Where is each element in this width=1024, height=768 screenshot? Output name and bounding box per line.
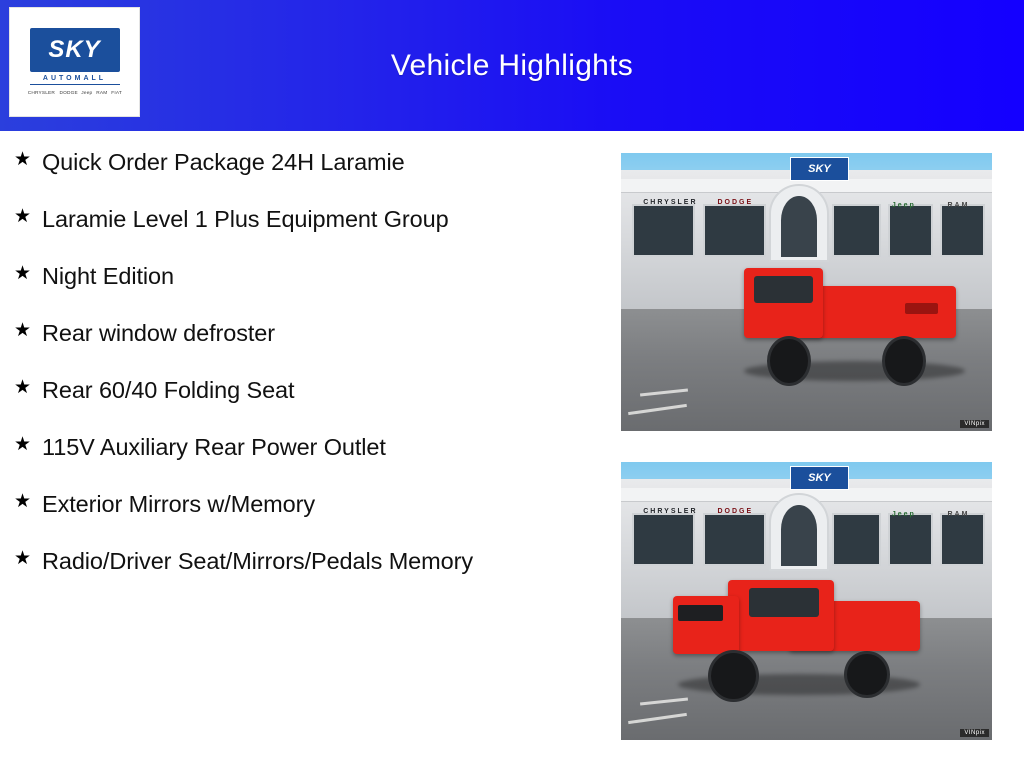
photo-watermark: VINpix <box>960 729 989 737</box>
star-icon: ★ <box>14 263 32 284</box>
list-item-label: Rear window defroster <box>42 320 276 346</box>
list-item-label: Laramie Level 1 Plus Equipment Group <box>42 206 449 232</box>
star-icon: ★ <box>14 434 32 455</box>
logo-brand-jeep: Jeep <box>81 90 93 96</box>
logo-wordmark: SKY <box>48 36 101 63</box>
showroom-bay <box>888 201 933 257</box>
vehicle-photo-front <box>621 462 992 740</box>
logo-brand-fiat: FIAT <box>110 90 122 96</box>
showroom-bay <box>703 204 766 257</box>
entry-arch-glass <box>781 505 816 566</box>
brand-sign-jeep: Jeep <box>891 201 916 209</box>
list-item <box>14 145 606 179</box>
showroom-bay <box>632 204 695 257</box>
vehicle <box>673 562 925 693</box>
dealer-sign: SKY <box>790 466 849 490</box>
list-item <box>14 373 606 407</box>
vehicle-window <box>749 588 820 617</box>
list-item-label: Night Edition <box>42 263 174 289</box>
showroom-bay <box>632 513 695 566</box>
star-icon: ★ <box>14 491 32 512</box>
showroom-bay <box>703 513 766 566</box>
list-item <box>14 259 606 293</box>
brand-sign-chrysler: CHRYSLER <box>643 198 698 206</box>
brand-sign-jeep: Jeep <box>891 510 916 518</box>
vehicle-wheel <box>767 336 811 386</box>
list-item-label: Rear 60/40 Folding Seat <box>42 377 295 403</box>
list-item-label: Exterior Mirrors w/Memory <box>42 491 315 517</box>
list-item <box>14 430 606 464</box>
brand-sign-ram: RAM <box>947 201 970 209</box>
entry-arch-glass <box>781 196 816 257</box>
parking-line <box>640 698 688 706</box>
list-item <box>14 202 606 236</box>
list-item-label: Radio/Driver Seat/Mirrors/Pedals Memory <box>42 548 473 574</box>
feature-list <box>14 145 606 578</box>
showroom-bay <box>940 510 985 566</box>
vehicle-grille <box>678 605 723 621</box>
entry-arch <box>769 493 828 571</box>
brand-sign-dodge: DODGE <box>717 507 754 515</box>
star-icon: ★ <box>14 320 32 341</box>
vehicle-wheel <box>708 650 758 702</box>
entry-arch <box>769 184 828 262</box>
showroom-bay <box>832 204 880 257</box>
star-icon: ★ <box>14 149 32 170</box>
brand-sign-ram: RAM <box>947 510 970 518</box>
page-title: Vehicle Highlights <box>390 48 634 82</box>
parking-line <box>640 389 688 397</box>
brand-sign-chrysler: CHRYSLER <box>643 507 698 515</box>
parking-line <box>628 713 687 724</box>
star-icon: ★ <box>14 548 32 569</box>
list-item-label: 115V Auxiliary Rear Power Outlet <box>42 434 386 460</box>
parking-line <box>628 404 687 415</box>
list-item <box>14 316 606 350</box>
vehicle <box>740 253 970 378</box>
vehicle-window <box>754 276 814 304</box>
photo-watermark: VINpix <box>960 420 989 428</box>
vehicle-wheel <box>844 651 889 698</box>
header-bar <box>0 0 1024 131</box>
vehicle-wheel <box>882 336 926 386</box>
dealer-sign: SKY <box>790 157 849 181</box>
star-icon: ★ <box>14 206 32 227</box>
logo-brand-dodge: DODGE <box>59 90 78 96</box>
brand-sign-dodge: DODGE <box>717 198 754 206</box>
star-icon: ★ <box>14 377 32 398</box>
vehicle-photo-rear <box>621 153 992 431</box>
showroom-bay <box>940 201 985 257</box>
list-item <box>14 544 606 578</box>
slide-body <box>0 131 1024 768</box>
list-item <box>14 487 606 521</box>
showroom-bay <box>832 513 880 566</box>
logo-brand-ram: RAM <box>96 90 108 96</box>
logo-brand-chrysler: CHRYSLER <box>27 90 56 96</box>
logo-subtitle: AUTOMALL <box>42 75 107 82</box>
list-item-label: Quick Order Package 24H Laramie <box>42 149 405 175</box>
ram-badge <box>905 303 937 314</box>
showroom-bay <box>888 510 933 566</box>
